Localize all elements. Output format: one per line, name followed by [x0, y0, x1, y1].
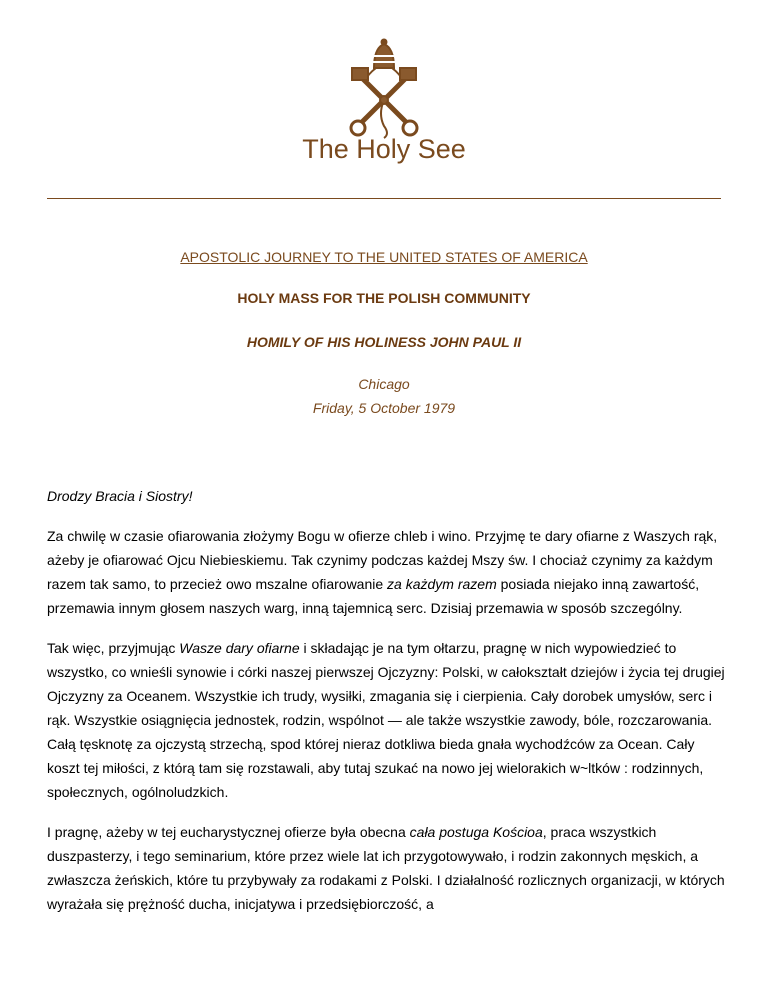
mass-title: HOLY MASS FOR THE POLISH COMMUNITY — [237, 290, 531, 306]
journey-link[interactable]: APOSTOLIC JOURNEY TO THE UNITED STATES OF AMERICA — [180, 249, 588, 265]
paragraph-3-emphasis: cała postuga Kościoa — [409, 824, 543, 840]
paragraph-1-emphasis: za każdym razem — [387, 576, 497, 592]
paragraph-1-text-b: posiada niejako inną zawartość, przemawia innym głosem naszych warg, inną tajemnicą serc. Dzisiaj przemawia w sposób szczególny. — [47, 576, 700, 616]
header-divider — [47, 198, 721, 199]
paragraph-3-text-b: , praca wszystkich duszpasterzy, i tego seminarium, które przez wiele lat ich przygotowywało, i rodzin zakonnych męskich, a zwłaszcza żeńskich, które tu przybywały za rodakami z Polski. I działalność rozlicznych organizacji, w których wyrażała się prężność ducha, inicjatywa i przedsiębiorczość, a — [47, 824, 725, 912]
site-title: The Holy See — [302, 134, 466, 164]
paragraph-2 — [47, 636, 727, 804]
paragraph-1-text-a: Za chwilę w czasie ofiarowania złożymy Bogu w ofierze chleb i wino. Przyjmę te dary ofiarne z Waszych rąk, ażeby je ofiarować Ojcu Niebieskiemu. Tak czynimy podczas każdej Mszy św. I chociaż czynimy za każdym razem tak samo, to przecież owo mszalne ofiarowanie — [47, 528, 718, 592]
greeting: Drodzy Bracia i Siostry! — [47, 488, 193, 504]
homily-body — [47, 484, 727, 932]
paragraph-2-text-b: i składając je na tym ołtarzu, pragnę w nich wypowiedzieć to wszystko, co wnieśli synowie i córki naszej pierwszej Ojczyzny: Polski, w całokształt dziejów i życia tej drugiej Ojczyzny za Oceanem. Wszystkie ich trudy, wysiłki, zmagania się i cierpienia. Cały dorobek umysłów, serc i rąk. Wszystkie osiągnięcia jednostek, rodzin, wspólnot — ale także wszystkie zawody, bóle, rozczarowania. Całą tęsknotę za ojczystą strzechą, spod której nieraz dotkliwa bieda gnała wychodźców za Ocean. Cały koszt tej miłości, z którą tam się rozstawali, aby tutaj szukać na nowo jej wielorakich w~ltków : rodzinnych, społecznych, ogólnoludzkich. — [47, 640, 725, 800]
homily-title: HOMILY OF HIS HOLINESS JOHN PAUL II — [246, 334, 522, 350]
paragraph-1 — [47, 524, 727, 620]
paragraph-2-emphasis: Wasze dary ofiarne — [179, 640, 300, 656]
paragraph-3-text-a: I pragnę, ażeby w tej eucharystycznej ofierze była obecna — [47, 824, 410, 840]
paragraph-3 — [47, 820, 727, 916]
date: Friday, 5 October 1979 — [312, 400, 456, 416]
papal-keys-tiara-emblem-icon — [338, 38, 430, 140]
place: Chicago — [358, 376, 410, 392]
paragraph-2-text-a: Tak więc, przyjmując — [47, 640, 180, 656]
